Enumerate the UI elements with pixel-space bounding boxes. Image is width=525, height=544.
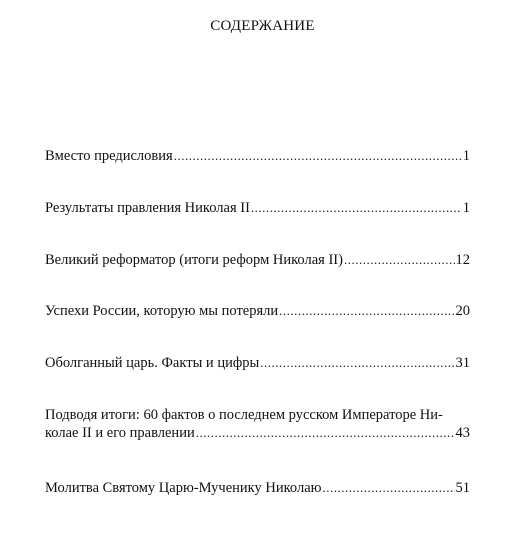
toc-entry-title: Молитва Святому Царю-Мученику Николаю	[45, 480, 322, 496]
toc-entry-title: Оболганный царь. Факты и цифры	[45, 355, 260, 371]
toc-leader-dots	[260, 354, 454, 372]
toc-entry-page: 12	[455, 252, 470, 268]
toc-entry-page: 43	[455, 425, 470, 441]
toc-entry[interactable]	[45, 479, 470, 497]
toc-entry-title: Результаты правления Николая II	[45, 200, 250, 216]
toc-heading: СОДЕРЖАНИЕ	[210, 18, 315, 34]
toc-entry-title-line2: колае II и его правлении	[45, 425, 195, 441]
toc-entry-page: 20	[455, 303, 470, 319]
toc-leader-dots	[251, 199, 462, 217]
toc-leader-dots	[322, 479, 454, 497]
toc-entry[interactable]	[45, 354, 470, 372]
toc-entry-page: 51	[455, 480, 470, 496]
toc-entry-page: 31	[455, 355, 470, 371]
toc-entry-title: Великий реформатор (итоги реформ Николая II)	[45, 252, 343, 268]
toc-entry-page: 1	[462, 200, 470, 216]
toc-leader-dots	[196, 424, 455, 442]
toc-entry-title: Вместо предисловия	[45, 148, 173, 164]
toc-leader-dots	[279, 302, 454, 320]
toc-entry[interactable]	[45, 406, 470, 442]
toc-entry-page: 1	[462, 148, 470, 164]
toc-entry[interactable]	[45, 251, 470, 269]
toc-leader-dots	[344, 251, 455, 269]
toc-entry-title-line1: Подводя итоги: 60 фактов о последнем русском Императоре Ни-	[45, 407, 443, 423]
toc-leader-dots	[174, 147, 462, 165]
toc-entry[interactable]	[45, 302, 470, 320]
toc-entry[interactable]	[45, 199, 470, 217]
toc-entry[interactable]	[45, 147, 470, 165]
toc-entry-title: Успехи России, которую мы потеряли	[45, 303, 279, 319]
